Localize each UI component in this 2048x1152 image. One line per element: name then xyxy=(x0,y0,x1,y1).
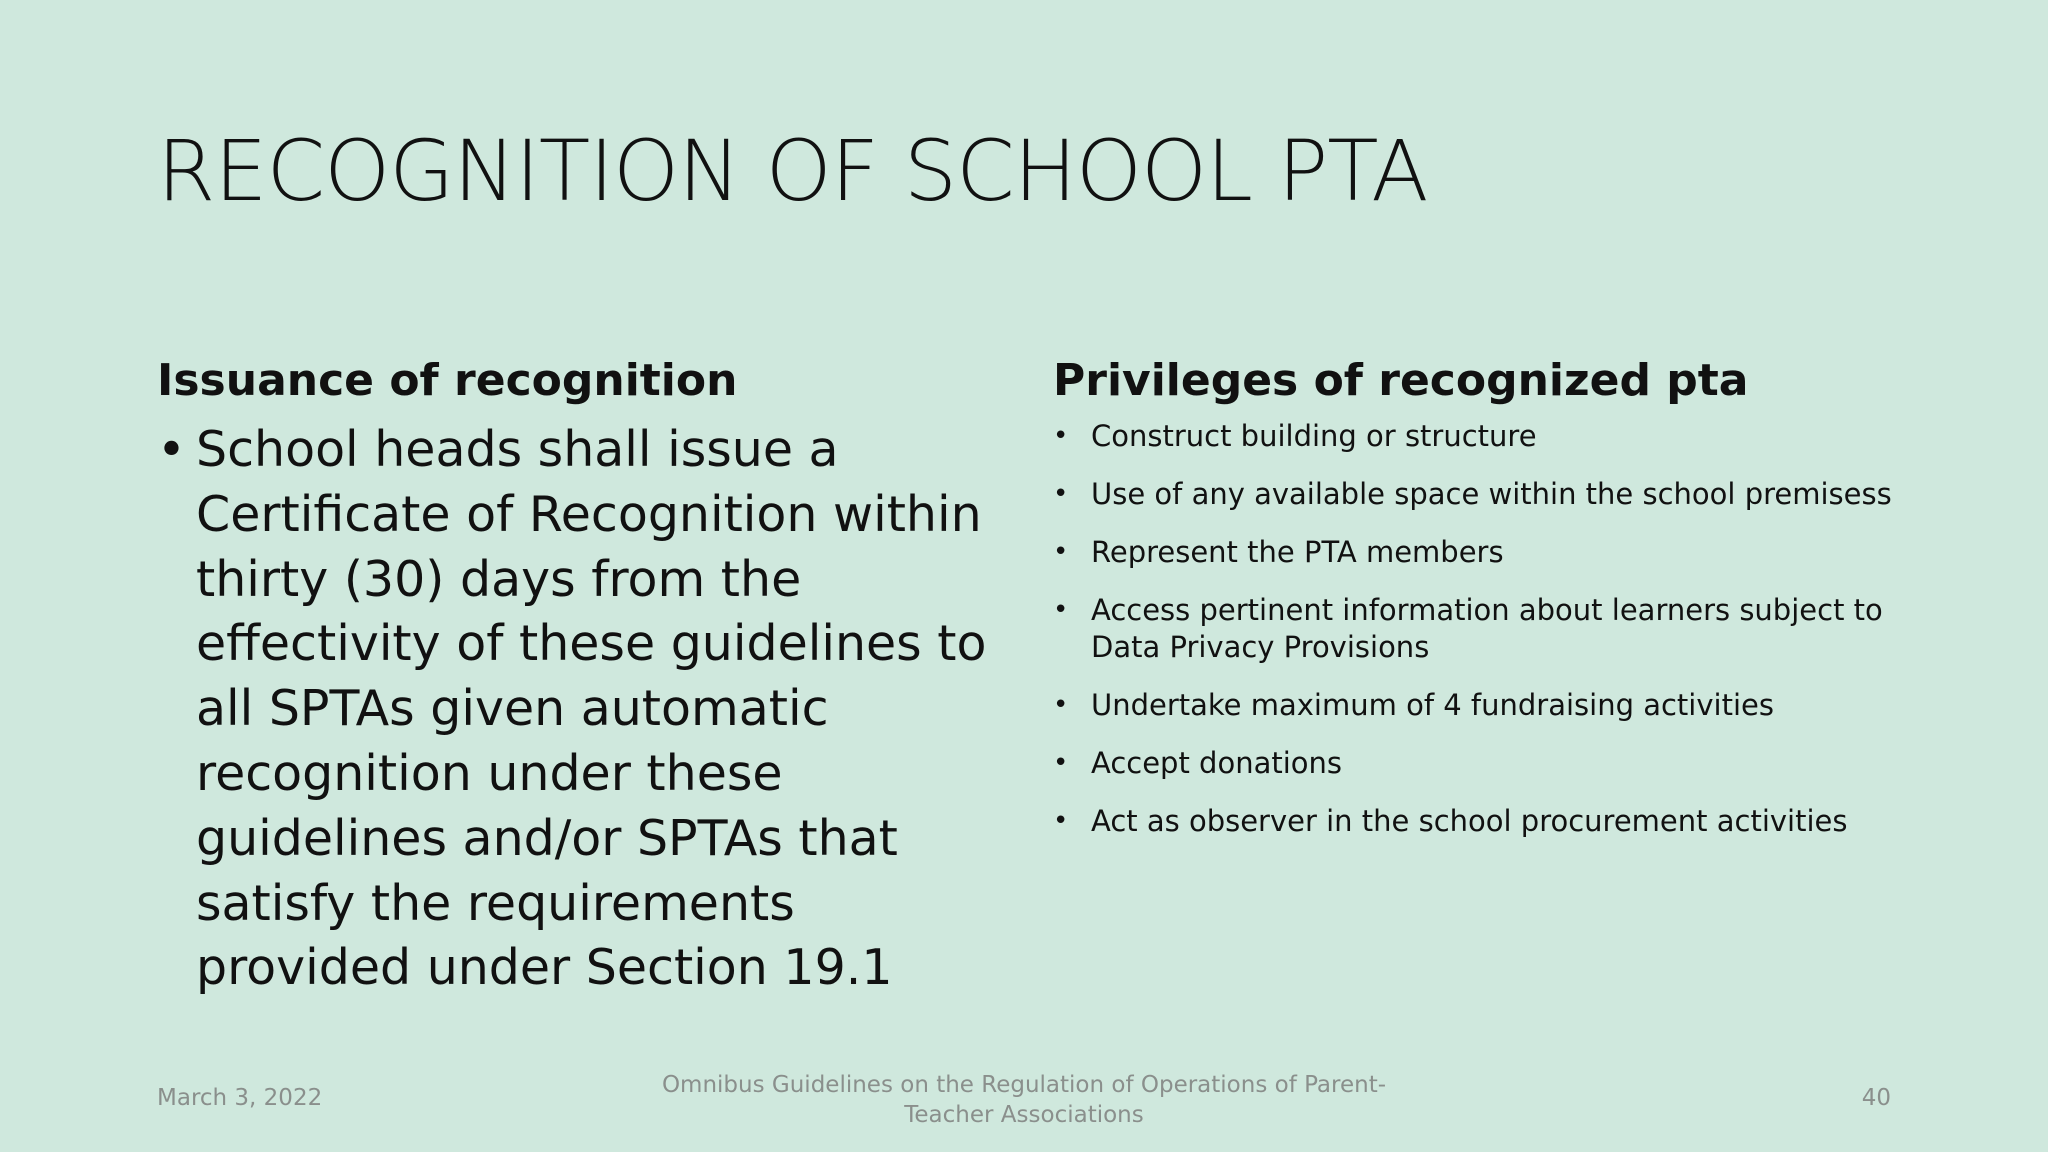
privileges-list xyxy=(1053,418,1933,840)
list-item xyxy=(1053,418,1933,455)
list-item-text: Use of any available space within the school premisess xyxy=(1091,477,1892,511)
slide-title: RECOGNITION OF SCHOOL PTA xyxy=(157,122,1428,220)
list-item xyxy=(1053,803,1933,840)
bullet-dot-icon: • xyxy=(1053,748,1069,778)
footer-title xyxy=(640,1070,1408,1130)
bullet-dot-icon: • xyxy=(1053,537,1069,567)
bullet-dot-icon: • xyxy=(1053,690,1069,720)
left-bullet-item xyxy=(157,418,1017,1001)
right-column xyxy=(1053,355,1933,861)
footer-title-line-1: Omnibus Guidelines on the Regulation of Operations of Parent- xyxy=(661,1072,1387,1098)
list-item-text: Act as observer in the school procurement activities xyxy=(1091,804,1848,838)
list-item-text: Construct building or structure xyxy=(1091,419,1537,453)
list-item-text: Accept donations xyxy=(1091,746,1343,780)
left-column xyxy=(157,355,1017,1001)
bullet-dot-icon: • xyxy=(1053,479,1069,509)
left-heading: Issuance of recognition xyxy=(157,355,738,406)
list-item xyxy=(1053,687,1933,724)
list-item xyxy=(1053,745,1933,782)
list-item-text: Represent the PTA members xyxy=(1091,535,1504,569)
list-item-text: Undertake maximum of 4 fundraising activities xyxy=(1091,688,1774,722)
list-item-text: Access pertinent information about learners subject to Data Privacy Provisions xyxy=(1091,593,1883,664)
bullet-dot-icon: • xyxy=(1053,806,1069,836)
left-bullet-text: School heads shall issue a Certificate of Recognition within thirty (30) days from the effectivity of these guidelines to all SPTAs given automatic recognition under these guidelines and/or SPTAs that satisfy the requirements provided under Section 19.1 xyxy=(196,421,987,997)
right-heading: Privileges of recognized pta xyxy=(1053,355,1749,406)
bullet-dot-icon: • xyxy=(1053,421,1069,451)
page-number: 40 xyxy=(1861,1085,1891,1111)
bullet-dot-icon: • xyxy=(157,421,186,478)
bullet-dot-icon: • xyxy=(1053,595,1069,625)
footer-title-line-2: Teacher Associations xyxy=(904,1102,1144,1128)
footer-date: March 3, 2022 xyxy=(157,1085,323,1111)
list-item xyxy=(1053,534,1933,571)
list-item xyxy=(1053,592,1933,666)
list-item xyxy=(1053,476,1933,513)
